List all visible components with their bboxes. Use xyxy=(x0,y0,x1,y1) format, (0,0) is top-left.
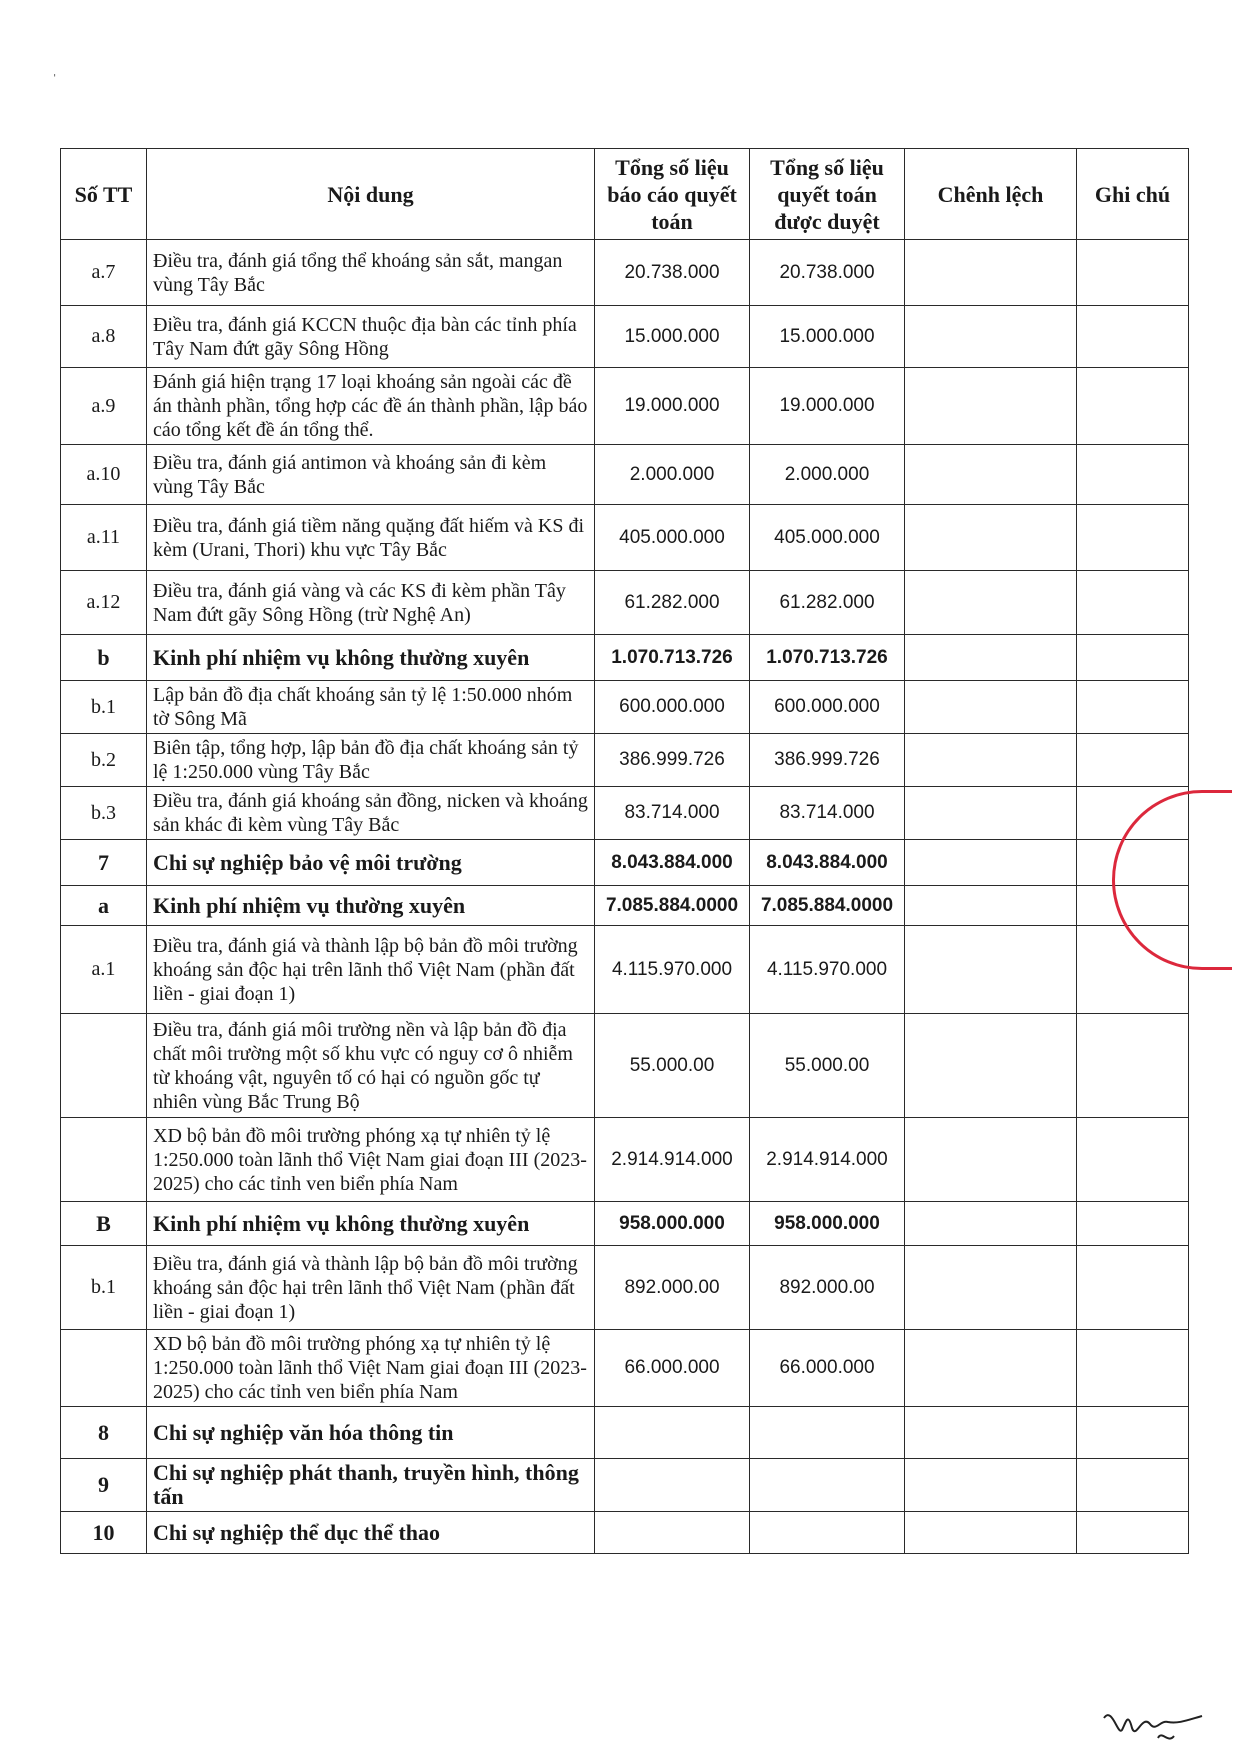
row-difference xyxy=(905,306,1077,368)
row-content: Điều tra, đánh giá antimon và khoáng sản đi kèm vùng Tây Bắc xyxy=(147,445,595,505)
row-number: a.10 xyxy=(61,445,147,505)
table-row xyxy=(61,886,1189,926)
row-difference xyxy=(905,926,1077,1014)
row-reported-amount: 83.714.000 xyxy=(595,787,750,840)
row-approved-amount: 20.738.000 xyxy=(750,240,905,306)
row-note xyxy=(1077,1407,1189,1459)
row-difference xyxy=(905,1202,1077,1246)
row-difference xyxy=(905,505,1077,571)
row-reported-amount xyxy=(595,1512,750,1554)
row-reported-amount: 7.085.884.0000 xyxy=(595,886,750,926)
row-content: Điều tra, đánh giá vàng và các KS đi kèm phần Tây Nam đứt gãy Sông Hồng (trừ Nghệ An) xyxy=(147,571,595,635)
row-number: b.1 xyxy=(61,1246,147,1330)
row-note xyxy=(1077,1330,1189,1407)
row-number: a.8 xyxy=(61,306,147,368)
row-content: Điều tra, đánh giá môi trường nền và lập bản đồ địa chất môi trường một số khu vực có nguy cơ ô nhiễm từ khoáng vật, nguyên tố có hại có nguồn gốc tự nhiên vùng Bắc Trung Bộ xyxy=(147,1014,595,1118)
header-reported: Tổng số liệu báo cáo quyết toán xyxy=(595,149,750,240)
row-note xyxy=(1077,306,1189,368)
row-content: Kinh phí nhiệm vụ thường xuyên xyxy=(147,886,595,926)
header-stt: Số TT xyxy=(61,149,147,240)
row-approved-amount: 2.914.914.000 xyxy=(750,1118,905,1202)
row-difference xyxy=(905,681,1077,734)
row-content: Kinh phí nhiệm vụ không thường xuyên xyxy=(147,635,595,681)
row-reported-amount xyxy=(595,1407,750,1459)
row-difference xyxy=(905,886,1077,926)
row-difference xyxy=(905,1459,1077,1512)
row-number xyxy=(61,1014,147,1118)
row-approved-amount: 892.000.00 xyxy=(750,1246,905,1330)
row-number: b xyxy=(61,635,147,681)
table-row xyxy=(61,787,1189,840)
row-note xyxy=(1077,368,1189,445)
row-difference xyxy=(905,240,1077,306)
row-note xyxy=(1077,1246,1189,1330)
table-row xyxy=(61,1202,1189,1246)
row-approved-amount xyxy=(750,1512,905,1554)
table-row xyxy=(61,1014,1189,1118)
table-row xyxy=(61,505,1189,571)
row-number: 8 xyxy=(61,1407,147,1459)
row-note xyxy=(1077,1118,1189,1202)
row-number: 10 xyxy=(61,1512,147,1554)
row-note xyxy=(1077,445,1189,505)
table-row xyxy=(61,306,1189,368)
row-difference xyxy=(905,1407,1077,1459)
row-difference xyxy=(905,1330,1077,1407)
row-number: a.12 xyxy=(61,571,147,635)
table-row xyxy=(61,1407,1189,1459)
row-reported-amount: 15.000.000 xyxy=(595,306,750,368)
row-approved-amount: 19.000.000 xyxy=(750,368,905,445)
table-row xyxy=(61,1118,1189,1202)
table-row xyxy=(61,368,1189,445)
row-number xyxy=(61,1330,147,1407)
row-number: a.1 xyxy=(61,926,147,1014)
row-content: Điều tra, đánh giá KCCN thuộc địa bàn các tỉnh phía Tây Nam đứt gãy Sông Hồng xyxy=(147,306,595,368)
row-approved-amount: 83.714.000 xyxy=(750,787,905,840)
table-row xyxy=(61,1459,1189,1512)
row-difference xyxy=(905,1118,1077,1202)
row-reported-amount: 4.115.970.000 xyxy=(595,926,750,1014)
row-reported-amount: 405.000.000 xyxy=(595,505,750,571)
row-difference xyxy=(905,1014,1077,1118)
row-approved-amount: 15.000.000 xyxy=(750,306,905,368)
row-reported-amount: 66.000.000 xyxy=(595,1330,750,1407)
row-reported-amount: 1.070.713.726 xyxy=(595,635,750,681)
row-difference xyxy=(905,1246,1077,1330)
row-content: Điều tra, đánh giá và thành lập bộ bản đồ môi trường khoáng sản độc hại trên lãnh thổ Việt Nam (phần đất liền - giai đoạn 1) xyxy=(147,1246,595,1330)
row-difference xyxy=(905,787,1077,840)
row-content: Biên tập, tổng hợp, lập bản đồ địa chất khoáng sản tỷ lệ 1:250.000 vùng Tây Bắc xyxy=(147,734,595,787)
row-reported-amount: 600.000.000 xyxy=(595,681,750,734)
row-approved-amount: 66.000.000 xyxy=(750,1330,905,1407)
row-approved-amount: 600.000.000 xyxy=(750,681,905,734)
row-number: 9 xyxy=(61,1459,147,1512)
row-note xyxy=(1077,505,1189,571)
row-approved-amount: 4.115.970.000 xyxy=(750,926,905,1014)
row-content: Chi sự nghiệp phát thanh, truyền hình, thông tấn xyxy=(147,1459,595,1512)
row-note xyxy=(1077,1459,1189,1512)
row-note xyxy=(1077,571,1189,635)
header-content: Nội dung xyxy=(147,149,595,240)
row-note xyxy=(1077,635,1189,681)
row-approved-amount xyxy=(750,1459,905,1512)
row-note xyxy=(1077,681,1189,734)
row-number: b.1 xyxy=(61,681,147,734)
row-difference xyxy=(905,368,1077,445)
row-reported-amount: 55.000.00 xyxy=(595,1014,750,1118)
row-approved-amount: 7.085.884.0000 xyxy=(750,886,905,926)
row-reported-amount: 20.738.000 xyxy=(595,240,750,306)
row-content: Điều tra, đánh giá tổng thể khoáng sản sắt, mangan vùng Tây Bắc xyxy=(147,240,595,306)
row-note xyxy=(1077,1512,1189,1554)
row-reported-amount xyxy=(595,1459,750,1512)
row-reported-amount: 8.043.884.000 xyxy=(595,840,750,886)
row-content: Lập bản đồ địa chất khoáng sản tỷ lệ 1:50.000 nhóm tờ Sông Mã xyxy=(147,681,595,734)
table-row xyxy=(61,1246,1189,1330)
row-difference xyxy=(905,635,1077,681)
table-row xyxy=(61,445,1189,505)
row-content: Chi sự nghiệp văn hóa thông tin xyxy=(147,1407,595,1459)
row-content: Chi sự nghiệp thể dục thể thao xyxy=(147,1512,595,1554)
row-reported-amount: 19.000.000 xyxy=(595,368,750,445)
table-row xyxy=(61,1512,1189,1554)
header-difference: Chênh lệch xyxy=(905,149,1077,240)
row-content: XD bộ bản đồ môi trường phóng xạ tự nhiên tỷ lệ 1:250.000 toàn lãnh thổ Việt Nam giai đoạn III (2023-2025) cho các tỉnh ven biển phía Nam xyxy=(147,1118,595,1202)
row-reported-amount: 2.914.914.000 xyxy=(595,1118,750,1202)
row-number: a.7 xyxy=(61,240,147,306)
row-number: a.9 xyxy=(61,368,147,445)
row-approved-amount: 958.000.000 xyxy=(750,1202,905,1246)
row-content: XD bộ bản đồ môi trường phóng xạ tự nhiên tỷ lệ 1:250.000 toàn lãnh thổ Việt Nam giai đoạn III (2023-2025) cho các tỉnh ven biển phía Nam xyxy=(147,1330,595,1407)
row-difference xyxy=(905,571,1077,635)
table-row xyxy=(61,1330,1189,1407)
row-difference xyxy=(905,734,1077,787)
header-note: Ghi chú xyxy=(1077,149,1189,240)
settlement-table xyxy=(60,148,1189,1554)
row-note xyxy=(1077,1202,1189,1246)
row-approved-amount xyxy=(750,1407,905,1459)
table-row xyxy=(61,635,1189,681)
row-note xyxy=(1077,1014,1189,1118)
row-number: a xyxy=(61,886,147,926)
row-note xyxy=(1077,240,1189,306)
row-number: 7 xyxy=(61,840,147,886)
row-difference xyxy=(905,840,1077,886)
row-approved-amount: 1.070.713.726 xyxy=(750,635,905,681)
row-reported-amount: 2.000.000 xyxy=(595,445,750,505)
row-approved-amount: 61.282.000 xyxy=(750,571,905,635)
table-row xyxy=(61,571,1189,635)
table-row xyxy=(61,840,1189,886)
row-reported-amount: 892.000.00 xyxy=(595,1246,750,1330)
row-content: Kinh phí nhiệm vụ không thường xuyên xyxy=(147,1202,595,1246)
row-number xyxy=(61,1118,147,1202)
row-content: Chi sự nghiệp bảo vệ môi trường xyxy=(147,840,595,886)
row-number: b.3 xyxy=(61,787,147,840)
row-approved-amount: 8.043.884.000 xyxy=(750,840,905,886)
row-content: Điều tra, đánh giá tiềm năng quặng đất hiếm và KS đi kèm (Urani, Thori) khu vực Tây Bắc xyxy=(147,505,595,571)
table-body xyxy=(61,240,1189,1554)
table-header-row xyxy=(61,149,1189,240)
row-difference xyxy=(905,1512,1077,1554)
row-note xyxy=(1077,734,1189,787)
row-number: b.2 xyxy=(61,734,147,787)
row-content: Đánh giá hiện trạng 17 loại khoáng sản ngoài các đề án thành phần, tổng hợp các đề án thành phần, lập báo cáo tổng kết đề án tổng thể. xyxy=(147,368,595,445)
table-row xyxy=(61,681,1189,734)
row-approved-amount: 55.000.00 xyxy=(750,1014,905,1118)
row-number: a.11 xyxy=(61,505,147,571)
row-content: Điều tra, đánh giá khoáng sản đồng, nicken và khoáng sản khác đi kèm vùng Tây Bắc xyxy=(147,787,595,840)
row-approved-amount: 405.000.000 xyxy=(750,505,905,571)
row-content: Điều tra, đánh giá và thành lập bộ bản đồ môi trường khoáng sản độc hại trên lãnh thổ Việt Nam (phần đất liền - giai đoạn 1) xyxy=(147,926,595,1014)
table-row xyxy=(61,240,1189,306)
signature xyxy=(1098,1700,1208,1750)
row-reported-amount: 958.000.000 xyxy=(595,1202,750,1246)
row-reported-amount: 386.999.726 xyxy=(595,734,750,787)
row-difference xyxy=(905,445,1077,505)
row-approved-amount: 386.999.726 xyxy=(750,734,905,787)
table-row xyxy=(61,926,1189,1014)
header-approved: Tổng số liệu quyết toán được duyệt xyxy=(750,149,905,240)
row-approved-amount: 2.000.000 xyxy=(750,445,905,505)
row-number: B xyxy=(61,1202,147,1246)
scan-mark: ˌ xyxy=(52,60,58,77)
row-reported-amount: 61.282.000 xyxy=(595,571,750,635)
table-row xyxy=(61,734,1189,787)
